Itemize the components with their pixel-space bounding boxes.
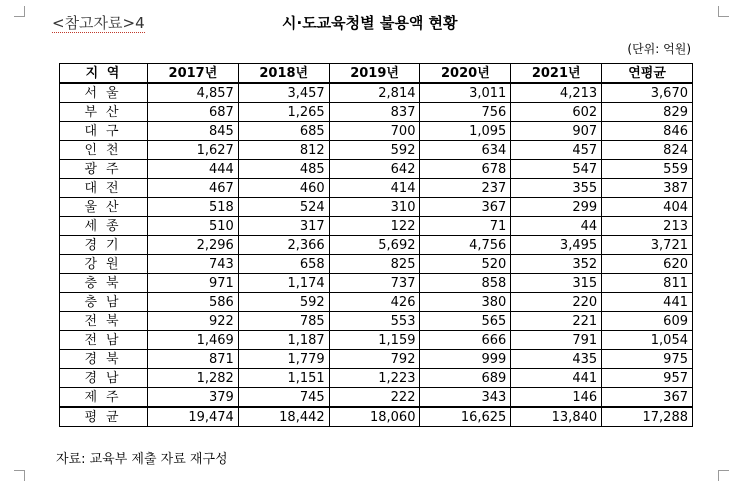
column-header: 2017년 <box>148 64 239 84</box>
table-row <box>60 312 693 331</box>
value-cell: 565 <box>420 312 511 331</box>
value-cell: 460 <box>238 179 329 198</box>
page-title: 시·도교육청별 불용액 현황 <box>282 14 458 32</box>
value-cell: 1,174 <box>238 274 329 293</box>
value-cell: 756 <box>420 103 511 122</box>
region-cell: 광주 <box>60 160 148 179</box>
page-corner-mark <box>718 6 729 17</box>
column-header: 2019년 <box>329 64 420 84</box>
region-cell: 서울 <box>60 83 148 103</box>
value-cell: 999 <box>420 350 511 369</box>
value-cell: 845 <box>148 122 239 141</box>
region-cell: 충남 <box>60 293 148 312</box>
value-cell: 812 <box>238 141 329 160</box>
source-note: 자료: 교육부 제출 자료 재구성 <box>56 452 228 467</box>
value-cell: 457 <box>511 141 602 160</box>
value-cell: 1,282 <box>148 369 239 388</box>
region-cell: 경북 <box>60 350 148 369</box>
region-cell: 인천 <box>60 141 148 160</box>
table-body <box>60 83 693 427</box>
value-cell: 122 <box>329 217 420 236</box>
value-cell: 553 <box>329 312 420 331</box>
page-corner-mark <box>14 470 25 481</box>
table-row <box>60 83 693 103</box>
value-cell: 642 <box>329 160 420 179</box>
page-corner-mark <box>718 470 729 481</box>
value-cell: 213 <box>602 217 693 236</box>
value-cell: 380 <box>420 293 511 312</box>
value-cell: 792 <box>329 350 420 369</box>
value-cell: 745 <box>238 388 329 408</box>
value-cell: 13,840 <box>511 407 602 427</box>
value-cell: 355 <box>511 179 602 198</box>
value-cell: 678 <box>420 160 511 179</box>
value-cell: 16,625 <box>420 407 511 427</box>
value-cell: 785 <box>238 312 329 331</box>
table-header-row <box>60 64 693 84</box>
value-cell: 971 <box>148 274 239 293</box>
value-cell: 3,721 <box>602 236 693 255</box>
table-row <box>60 103 693 122</box>
value-cell: 426 <box>329 293 420 312</box>
value-cell: 1,469 <box>148 331 239 350</box>
value-cell: 299 <box>511 198 602 217</box>
value-cell: 485 <box>238 160 329 179</box>
value-cell: 592 <box>329 141 420 160</box>
table-row <box>60 388 693 408</box>
value-cell: 1,095 <box>420 122 511 141</box>
value-cell: 846 <box>602 122 693 141</box>
reference-label: <참고자료>4 <box>52 14 145 32</box>
value-cell: 220 <box>511 293 602 312</box>
value-cell: 520 <box>420 255 511 274</box>
value-cell: 343 <box>420 388 511 408</box>
value-cell: 367 <box>602 388 693 408</box>
value-cell: 602 <box>511 103 602 122</box>
value-cell: 4,857 <box>148 83 239 103</box>
value-cell: 858 <box>420 274 511 293</box>
region-cell: 제주 <box>60 388 148 408</box>
value-cell: 18,442 <box>238 407 329 427</box>
value-cell: 737 <box>329 274 420 293</box>
column-header: 연평균 <box>602 64 693 84</box>
value-cell: 871 <box>148 350 239 369</box>
column-header: 2020년 <box>420 64 511 84</box>
region-cell: 울산 <box>60 198 148 217</box>
value-cell: 1,779 <box>238 350 329 369</box>
value-cell: 592 <box>238 293 329 312</box>
value-cell: 547 <box>511 160 602 179</box>
value-cell: 441 <box>602 293 693 312</box>
column-header: 2021년 <box>511 64 602 84</box>
value-cell: 811 <box>602 274 693 293</box>
table-row <box>60 369 693 388</box>
table-row <box>60 141 693 160</box>
value-cell: 317 <box>238 217 329 236</box>
value-cell: 609 <box>602 312 693 331</box>
table-row <box>60 331 693 350</box>
value-cell: 510 <box>148 217 239 236</box>
table-row <box>60 236 693 255</box>
value-cell: 3,670 <box>602 83 693 103</box>
value-cell: 2,366 <box>238 236 329 255</box>
value-cell: 4,213 <box>511 83 602 103</box>
value-cell: 975 <box>602 350 693 369</box>
table-row <box>60 217 693 236</box>
value-cell: 315 <box>511 274 602 293</box>
value-cell: 1,159 <box>329 331 420 350</box>
table-row <box>60 179 693 198</box>
value-cell: 414 <box>329 179 420 198</box>
table-row <box>60 350 693 369</box>
region-cell: 대전 <box>60 179 148 198</box>
value-cell: 524 <box>238 198 329 217</box>
table-row <box>60 274 693 293</box>
region-cell: 강원 <box>60 255 148 274</box>
value-cell: 404 <box>602 198 693 217</box>
value-cell: 3,495 <box>511 236 602 255</box>
region-cell: 세종 <box>60 217 148 236</box>
value-cell: 743 <box>148 255 239 274</box>
value-cell: 19,474 <box>148 407 239 427</box>
region-cell: 경기 <box>60 236 148 255</box>
value-cell: 586 <box>148 293 239 312</box>
value-cell: 957 <box>602 369 693 388</box>
table-row <box>60 160 693 179</box>
region-cell: 평균 <box>60 407 148 427</box>
region-cell: 전남 <box>60 331 148 350</box>
value-cell: 18,060 <box>329 407 420 427</box>
value-cell: 700 <box>329 122 420 141</box>
value-cell: 518 <box>148 198 239 217</box>
value-cell: 2,814 <box>329 83 420 103</box>
value-cell: 367 <box>420 198 511 217</box>
region-cell: 부산 <box>60 103 148 122</box>
value-cell: 1,151 <box>238 369 329 388</box>
value-cell: 222 <box>329 388 420 408</box>
value-cell: 221 <box>511 312 602 331</box>
value-cell: 824 <box>602 141 693 160</box>
value-cell: 634 <box>420 141 511 160</box>
value-cell: 71 <box>420 217 511 236</box>
column-header: 2018년 <box>238 64 329 84</box>
table-average-row <box>60 407 693 427</box>
value-cell: 146 <box>511 388 602 408</box>
region-cell: 경남 <box>60 369 148 388</box>
value-cell: 1,054 <box>602 331 693 350</box>
value-cell: 1,187 <box>238 331 329 350</box>
unit-label: (단위: 억원) <box>627 42 691 56</box>
region-cell: 충북 <box>60 274 148 293</box>
value-cell: 685 <box>238 122 329 141</box>
value-cell: 1,223 <box>329 369 420 388</box>
value-cell: 5,692 <box>329 236 420 255</box>
value-cell: 44 <box>511 217 602 236</box>
table-row <box>60 122 693 141</box>
value-cell: 658 <box>238 255 329 274</box>
value-cell: 829 <box>602 103 693 122</box>
table-row <box>60 293 693 312</box>
value-cell: 837 <box>329 103 420 122</box>
budget-table <box>59 63 693 427</box>
value-cell: 467 <box>148 179 239 198</box>
value-cell: 922 <box>148 312 239 331</box>
value-cell: 387 <box>602 179 693 198</box>
value-cell: 17,288 <box>602 407 693 427</box>
region-cell: 전북 <box>60 312 148 331</box>
value-cell: 666 <box>420 331 511 350</box>
table-row <box>60 198 693 217</box>
value-cell: 620 <box>602 255 693 274</box>
value-cell: 1,627 <box>148 141 239 160</box>
value-cell: 444 <box>148 160 239 179</box>
value-cell: 687 <box>148 103 239 122</box>
value-cell: 559 <box>602 160 693 179</box>
value-cell: 310 <box>329 198 420 217</box>
value-cell: 3,011 <box>420 83 511 103</box>
value-cell: 3,457 <box>238 83 329 103</box>
value-cell: 352 <box>511 255 602 274</box>
region-cell: 대구 <box>60 122 148 141</box>
value-cell: 825 <box>329 255 420 274</box>
value-cell: 237 <box>420 179 511 198</box>
value-cell: 435 <box>511 350 602 369</box>
page-corner-mark <box>14 6 25 17</box>
value-cell: 2,296 <box>148 236 239 255</box>
column-header: 지 역 <box>60 64 148 84</box>
table-row <box>60 255 693 274</box>
value-cell: 4,756 <box>420 236 511 255</box>
value-cell: 689 <box>420 369 511 388</box>
value-cell: 791 <box>511 331 602 350</box>
value-cell: 907 <box>511 122 602 141</box>
value-cell: 441 <box>511 369 602 388</box>
value-cell: 379 <box>148 388 239 408</box>
value-cell: 1,265 <box>238 103 329 122</box>
